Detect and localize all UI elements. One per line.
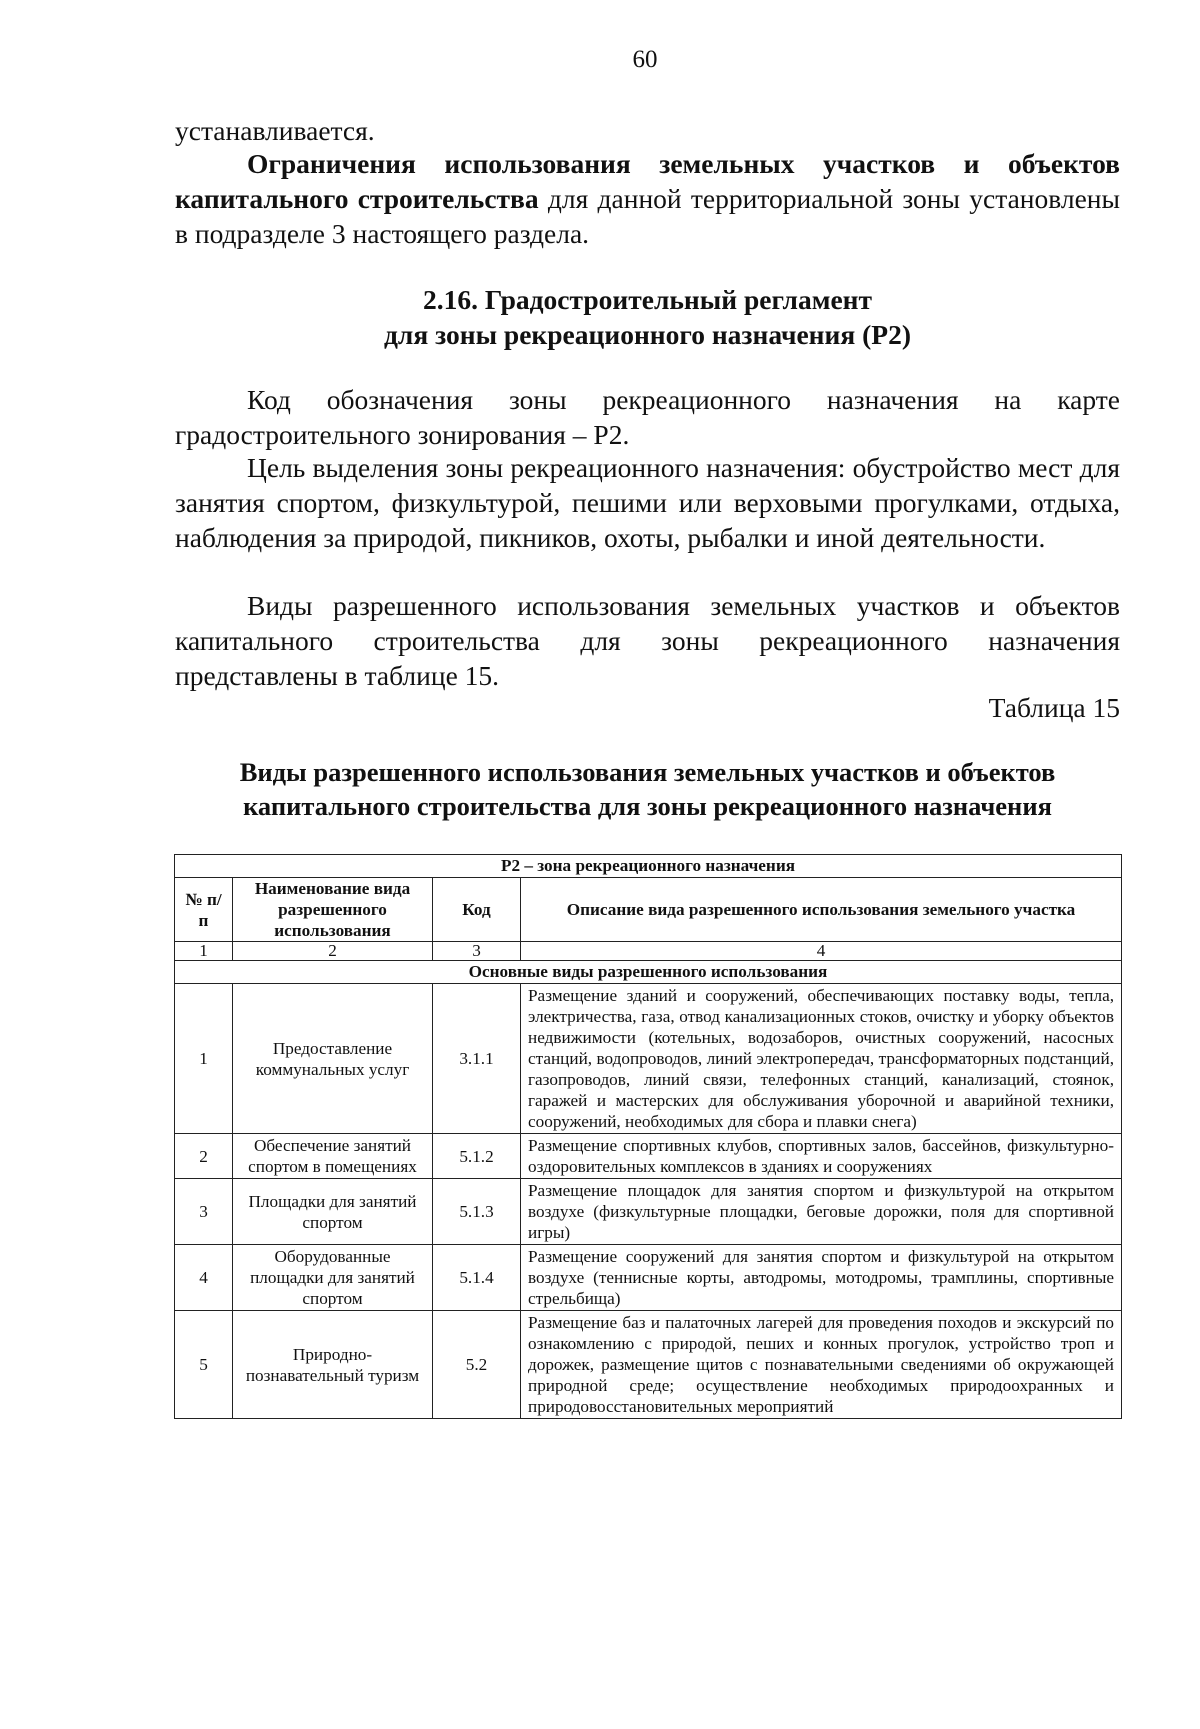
table-label: Таблица 15 — [988, 692, 1120, 723]
row-name: Площадки для занятий спортом — [233, 1179, 433, 1245]
row-num: 2 — [175, 1134, 233, 1179]
col-code-header: Код — [433, 878, 521, 942]
col-number: 2 — [233, 942, 433, 961]
section-header: Основные виды разрешенного использования — [175, 961, 1122, 984]
table-row — [175, 1311, 1122, 1419]
table-title — [175, 755, 1120, 823]
purpose-paragraph: Цель выделения зоны рекреационного назначения: обустройство мест для занятия спортом, физкультурой, пешими или верховыми прогулками, отдыха, наблюдения за природой, пикников, охоты, рыбалки и иной деятельности. — [175, 452, 1120, 553]
row-description: Размещение площадок для занятия спортом и физкультурой на открытом воздухе (физкультурные площадки, беговые дорожки, поля для спортивной игры) — [521, 1179, 1122, 1245]
row-name: Обеспечение занятий спортом в помещениях — [233, 1134, 433, 1179]
row-code: 3.1.1 — [433, 984, 521, 1134]
row-description: Размещение баз и палаточных лагерей для проведения походов и экскурсий по ознакомлению с природой, пеших и конных прогулок, устройство троп и дорожек, размещение щитов с познавательными сведениями об окружающей природной среде; осуществление необходимых природоохранных и природовосстановительных мероприятий — [521, 1311, 1122, 1419]
heading-line-1: 2.16. Градостроительный регламент — [422, 284, 873, 315]
column-number-row — [175, 942, 1122, 961]
zone-header: Р2 – зона рекреационного назначения — [175, 855, 1122, 878]
col-name-header: Наименование вида разрешенного использования — [233, 878, 433, 942]
table-title-line-1: Виды разрешенного использования земельных участков и объектов — [239, 757, 1056, 787]
restrictions-paragraph — [175, 146, 1120, 251]
table-row — [175, 984, 1122, 1134]
table-row — [175, 1134, 1122, 1179]
kinds-paragraph: Виды разрешенного использования земельных участков и объектов капитального строительства для зоны рекреационного назначения представлены в таблице 15. — [175, 590, 1120, 691]
table-title-line-2: капитального строительства для зоны рекреационного назначения — [243, 791, 1052, 821]
row-code: 5.1.4 — [433, 1245, 521, 1311]
heading-line-2: для зоны рекреационного назначения (Р2) — [384, 319, 911, 350]
row-name: Предоставление коммунальных услуг — [233, 984, 433, 1134]
restrictions-rest: для данной территориальной зоны установлены в подразделе 3 настоящего раздела. — [175, 183, 1120, 249]
row-num: 3 — [175, 1179, 233, 1245]
page-number: 60 — [632, 46, 658, 73]
zone-header-row — [175, 855, 1122, 878]
code-paragraph: Код обозначения зоны рекреационного назначения на карте градостроительного зонирования – Р2. — [175, 384, 1120, 450]
col-num-header: № п/п — [175, 878, 233, 942]
row-description: Размещение зданий и сооружений, обеспечивающих поставку воды, тепла, электричества, газа, отвод канализационных стоков, очистку и уборку объектов недвижимости (котельных, водозаборов, очистных сооружений, насосных станций, водопроводов, линий электропередач, трансформаторных подстанций, газопроводов, линий связи, телефонных станций, канализаций, стоянок, гаражей и мастерских для обслуживания уборочной и аварийной техники, сооружений, необходимых для сбора и плавки снега) — [521, 984, 1122, 1134]
row-code: 5.2 — [433, 1311, 521, 1419]
land-use-table — [174, 854, 1122, 1419]
column-header-row — [175, 878, 1122, 942]
table-row — [175, 1179, 1122, 1245]
row-code: 5.1.3 — [433, 1179, 521, 1245]
col-number: 3 — [433, 942, 521, 961]
row-num: 1 — [175, 984, 233, 1134]
col-desc-header: Описание вида разрешенного использования земельного участка — [521, 878, 1122, 942]
row-description: Размещение спортивных клубов, спортивных залов, бассейнов, физкультурно-оздоровительных комплексов в зданиях и сооружениях — [521, 1134, 1122, 1179]
intro-line: устанавливается. — [175, 115, 375, 146]
row-name: Оборудованные площадки для занятий спортом — [233, 1245, 433, 1311]
table-row — [175, 1245, 1122, 1311]
col-number: 4 — [521, 942, 1122, 961]
row-code: 5.1.2 — [433, 1134, 521, 1179]
col-number: 1 — [175, 942, 233, 961]
section-heading — [175, 282, 1120, 352]
row-description: Размещение сооружений для занятия спортом и физкультурой на открытом воздухе (теннисные корты, автодромы, мотодромы, трамплины, спортивные стрельбища) — [521, 1245, 1122, 1311]
section-row — [175, 961, 1122, 984]
row-num: 4 — [175, 1245, 233, 1311]
row-num: 5 — [175, 1311, 233, 1419]
restrictions-bold: Ограничения использования земельных участков и объектов капитального строительства — [175, 148, 1120, 214]
row-name: Природно-познавательный туризм — [233, 1311, 433, 1419]
